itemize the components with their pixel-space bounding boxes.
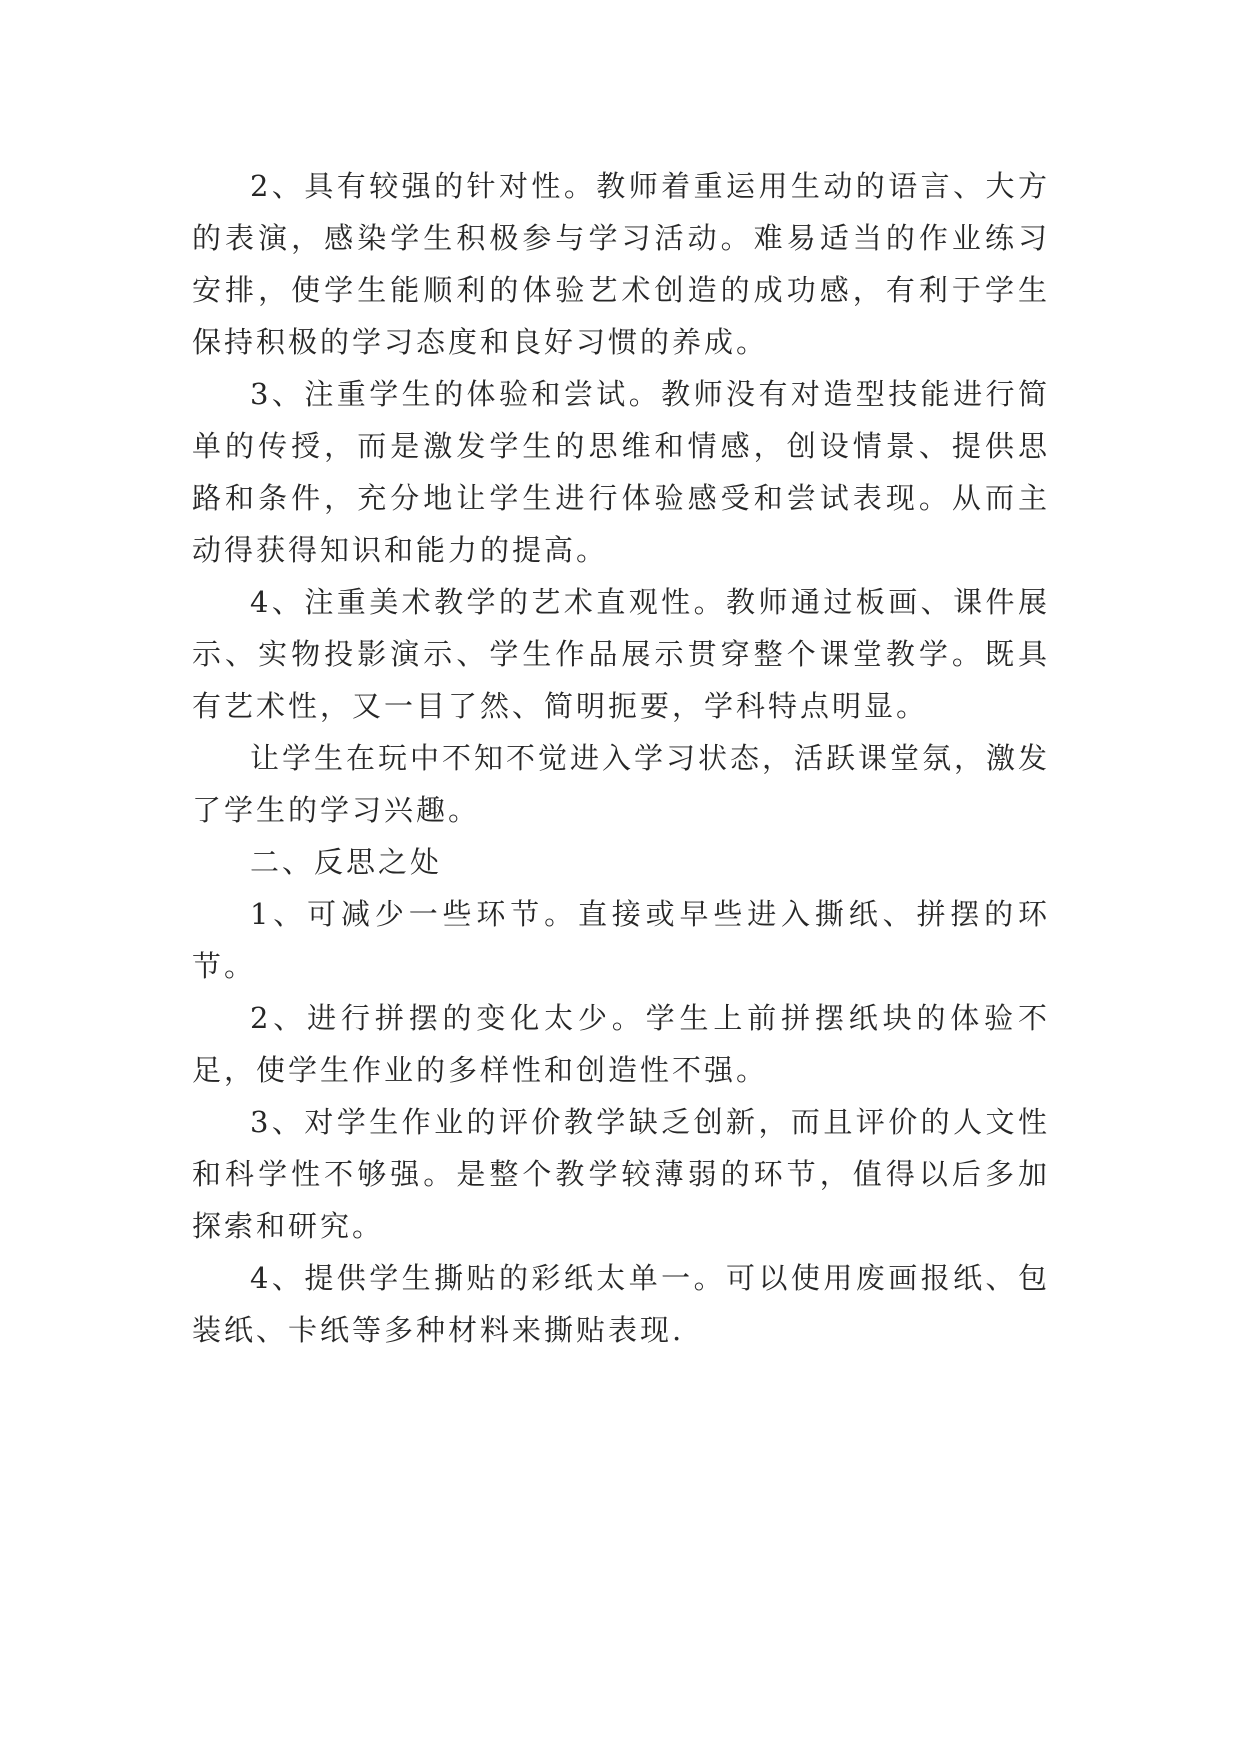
paragraph-reflection-4: 4、提供学生撕贴的彩纸太单一。可以使用废画报纸、包装纸、卡纸等多种材料来撕贴表现. bbox=[192, 1261, 1050, 1347]
paragraph-reflection-1: 1、可减少一些环节。直接或早些进入撕纸、拼摆的环节。 bbox=[192, 897, 1050, 983]
paragraph-point-2: 2、具有较强的针对性。教师着重运用生动的语言、大方的表演，感染学生积极参与学习活动。难易适当的作业练习安排，使学生能顺利的体验艺术创造的成功感，有利于学生保持积极的学习态度和良好习惯的养成。 bbox=[192, 169, 1050, 359]
section-heading-reflection: 二、反思之处 bbox=[250, 845, 443, 879]
paragraph-point-4: 4、注重美术教学的艺术直观性。教师通过板画、课件展示、实物投影演示、学生作品展示贯穿整个课堂教学。既具有艺术性，又一目了然、简明扼要，学科特点明显。 bbox=[192, 585, 1050, 723]
paragraph-point-3: 3、注重学生的体验和尝试。教师没有对造型技能进行简单的传授，而是激发学生的思维和情感，创设情景、提供思路和条件，充分地让学生进行体验感受和尝试表现。从而主动得获得知识和能力的提高。 bbox=[192, 377, 1050, 567]
paragraph-reflection-3: 3、对学生作业的评价教学缺乏创新，而且评价的人文性和科学性不够强。是整个教学较薄弱的环节，值得以后多加探索和研究。 bbox=[192, 1105, 1050, 1243]
paragraph-summary: 让学生在玩中不知不觉进入学习状态，活跃课堂氛，激发了学生的学习兴趣。 bbox=[192, 741, 1051, 827]
paragraph-reflection-2: 2、进行拼摆的变化太少。学生上前拼摆纸块的体验不足，使学生作业的多样性和创造性不强。 bbox=[192, 1001, 1050, 1087]
document-body bbox=[192, 160, 1050, 1356]
